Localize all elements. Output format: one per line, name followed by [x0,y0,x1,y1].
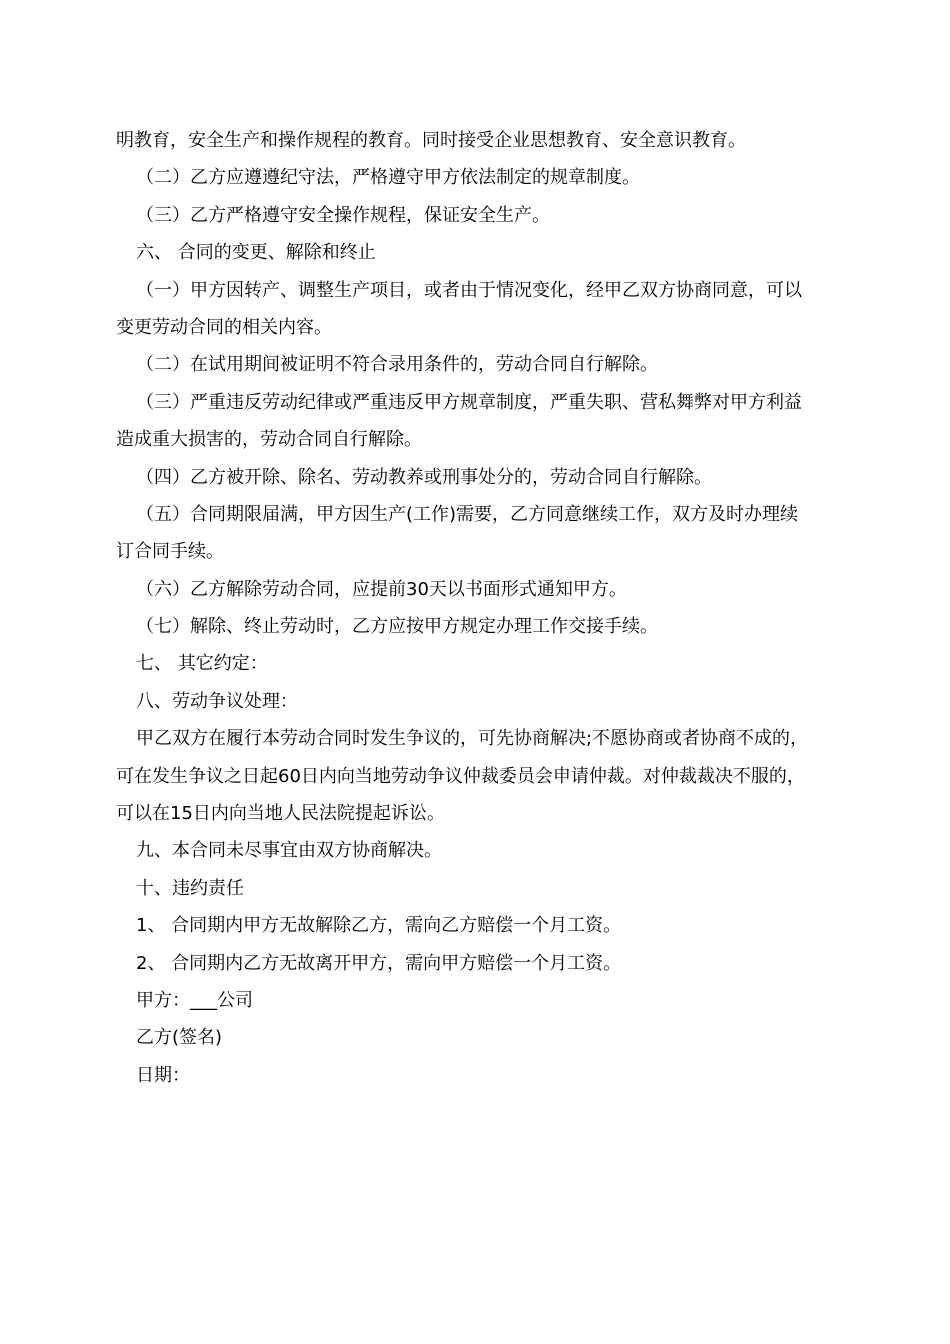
clause-6-5-continued: 订合同手续。 [116,541,224,563]
section-heading-6: 六、 合同的变更、解除和终止 [136,242,376,264]
section-heading-7: 七、 其它约定： [136,653,268,675]
clause-6-5: （五）合同期限届满，甲方因生产(工作)需要，乙方同意继续工作，双方及时办理续 [136,503,799,525]
liability-item-1: 1、 合同期内甲方无故解除乙方，需向乙方赔偿一个月工资。 [136,915,622,937]
section-heading-8: 八、劳动争议处理： [136,690,298,712]
clause-6-4: （四）乙方被开除、除名、劳动教养或刑事处分的，劳动合同自行解除。 [136,466,712,488]
party-b-signature: 乙方(签名) [136,1027,223,1049]
clause-6-6: （六）乙方解除劳动合同，应提前30天以书面形式通知甲方。 [136,578,627,600]
dispute-paragraph-continued: 可在发生争议之日起60日内向当地劳动争议仲裁委员会申请仲裁。对仲裁裁决不服的， [116,765,805,787]
date-field: 日期： [136,1064,190,1086]
party-a-signature: 甲方：___公司 [136,989,253,1011]
clause-6-3: （三）严重违反劳动纪律或严重违反甲方规章制度，严重失职、营私舞弊对甲方利益 [136,391,802,413]
clause-6-1-continued: 变更劳动合同的相关内容。 [116,316,332,338]
clause-2-3: （三）乙方严格遵守安全操作规程，保证安全生产。 [136,204,550,226]
clause-6-7: （七）解除、终止劳动时，乙方应按甲方规定办理工作交接手续。 [136,616,658,638]
paragraph-line: 明教育，安全生产和操作规程的教育。同时接受企业思想教育、安全意识教育。 [116,130,746,151]
section-heading-9: 九、本合同未尽事宜由双方协商解决。 [136,840,442,862]
section-heading-10: 十、违约责任 [136,877,244,899]
dispute-paragraph: 甲乙双方在履行本劳动合同时发生争议的，可先协商解决;不愿协商或者协商不成的， [136,728,809,750]
clause-6-3-continued: 造成重大损害的，劳动合同自行解除。 [116,429,422,451]
clause-6-2: （二）在试用期间被证明不符合录用条件的，劳动合同自行解除。 [136,354,658,376]
dispute-paragraph-end: 可以在15日内向当地人民法院提起诉讼。 [116,803,445,825]
clause-6-1: （一）甲方因转产、调整生产项目，或者由于情况变化，经甲乙双方协商同意，可以 [136,279,802,301]
document-body [116,122,846,1094]
clause-2-2: （二）乙方应遵遵纪守法，严格遵守甲方依法制定的规章制度。 [136,167,640,189]
liability-item-2: 2、 合同期内乙方无故离开甲方，需向甲方赔偿一个月工资。 [136,952,622,974]
